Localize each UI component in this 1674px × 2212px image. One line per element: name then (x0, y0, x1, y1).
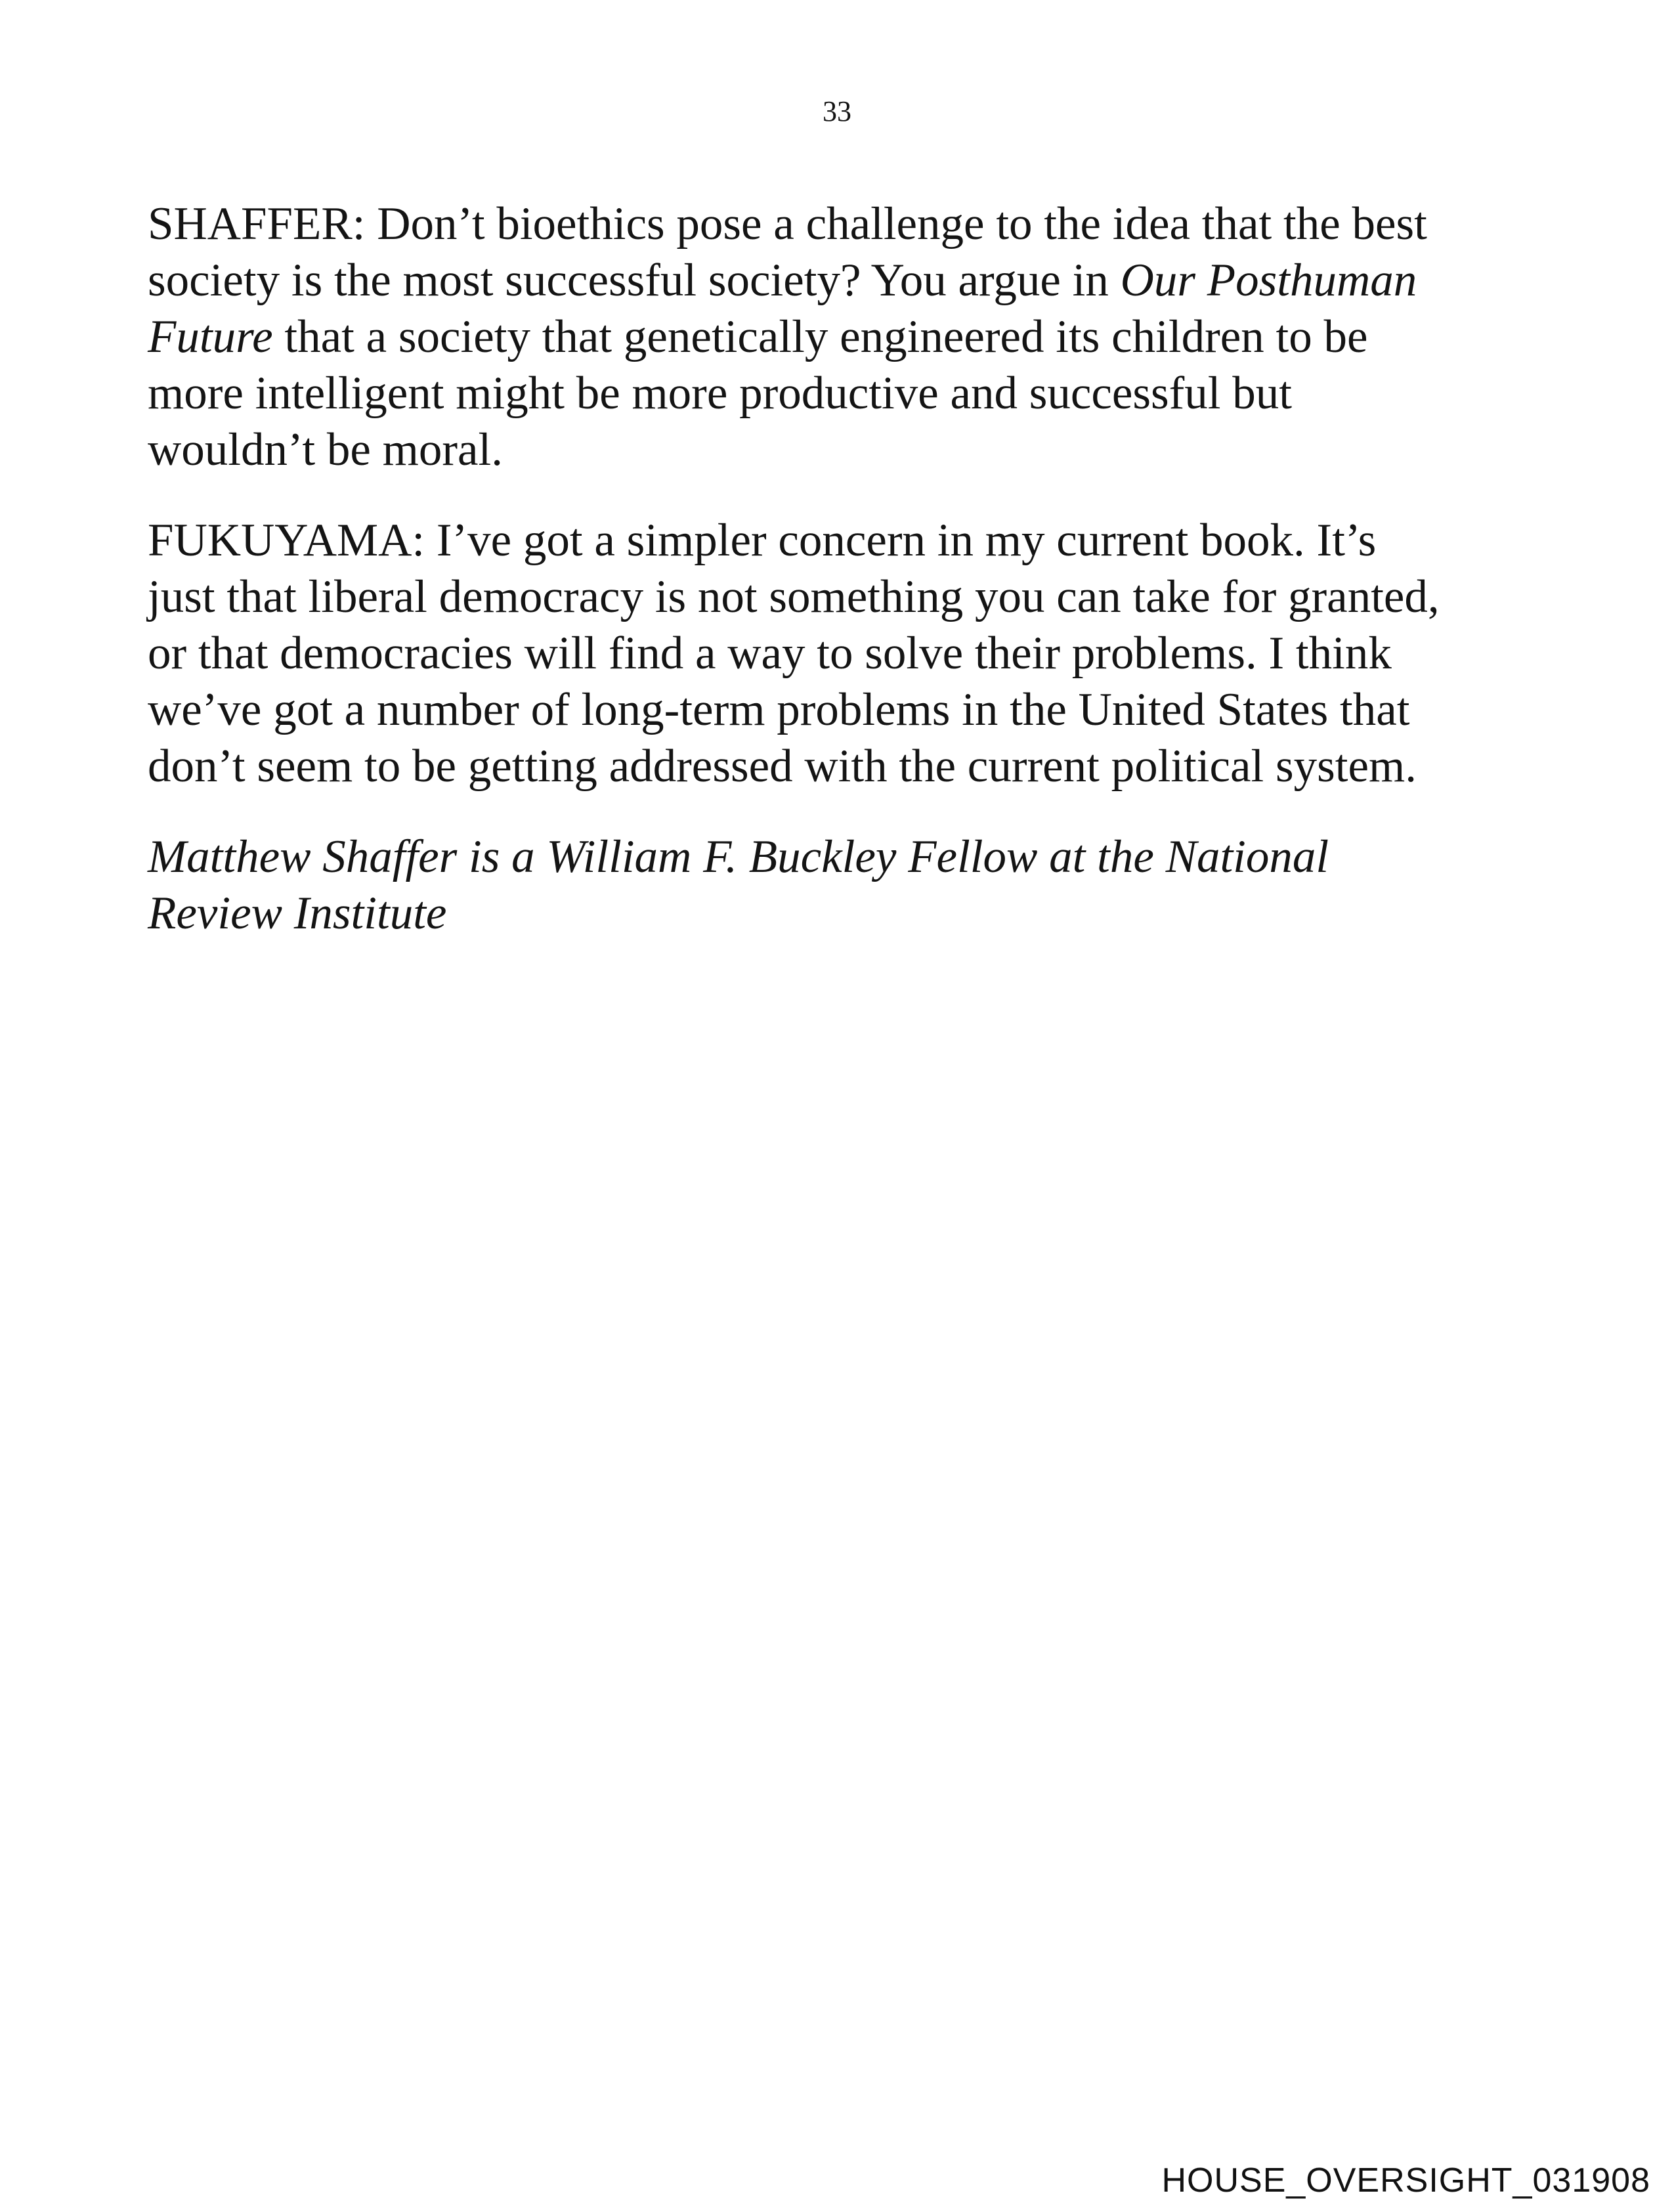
text-line: wouldn’t be moral. (148, 424, 503, 475)
paragraph-fukuyama-answer (148, 512, 1559, 794)
text-line (148, 309, 1559, 365)
text-line: or that democracies will find a way to solve their problems. I think (148, 628, 1392, 679)
text-line: Review Institute (148, 888, 447, 939)
paragraph-shaffer-question (148, 196, 1559, 478)
text-run: that a society that genetically engineered its children to be (272, 311, 1368, 362)
article-body (148, 196, 1559, 976)
book-title: Our Posthuman (1120, 255, 1417, 306)
book-title: Future (148, 311, 273, 362)
text-line: Matthew Shaffer is a William F. Buckley Fellow at the National (148, 831, 1329, 882)
text-line: just that liberal democracy is not something you can take for granted, (148, 571, 1440, 622)
text-line: don’t seem to be getting addressed with the current political system. (148, 741, 1417, 792)
text-line: FUKUYAMA: I’ve got a simpler concern in my current book. It’s (148, 515, 1377, 566)
text-line: SHAFFER: Don’t bioethics pose a challenge to the idea that the best (148, 198, 1427, 249)
page-number: 33 (823, 95, 851, 127)
document-id-stamp: HOUSE_OVERSIGHT_031908 (1161, 2161, 1650, 2200)
text-line: more intelligent might be more productive and successful but (148, 368, 1293, 419)
text-line (148, 252, 1559, 309)
text-run: society is the most successful society? You argue in (148, 255, 1121, 306)
author-bio (148, 829, 1559, 942)
text-line: we’ve got a number of long-term problems in the United States that (148, 684, 1410, 735)
